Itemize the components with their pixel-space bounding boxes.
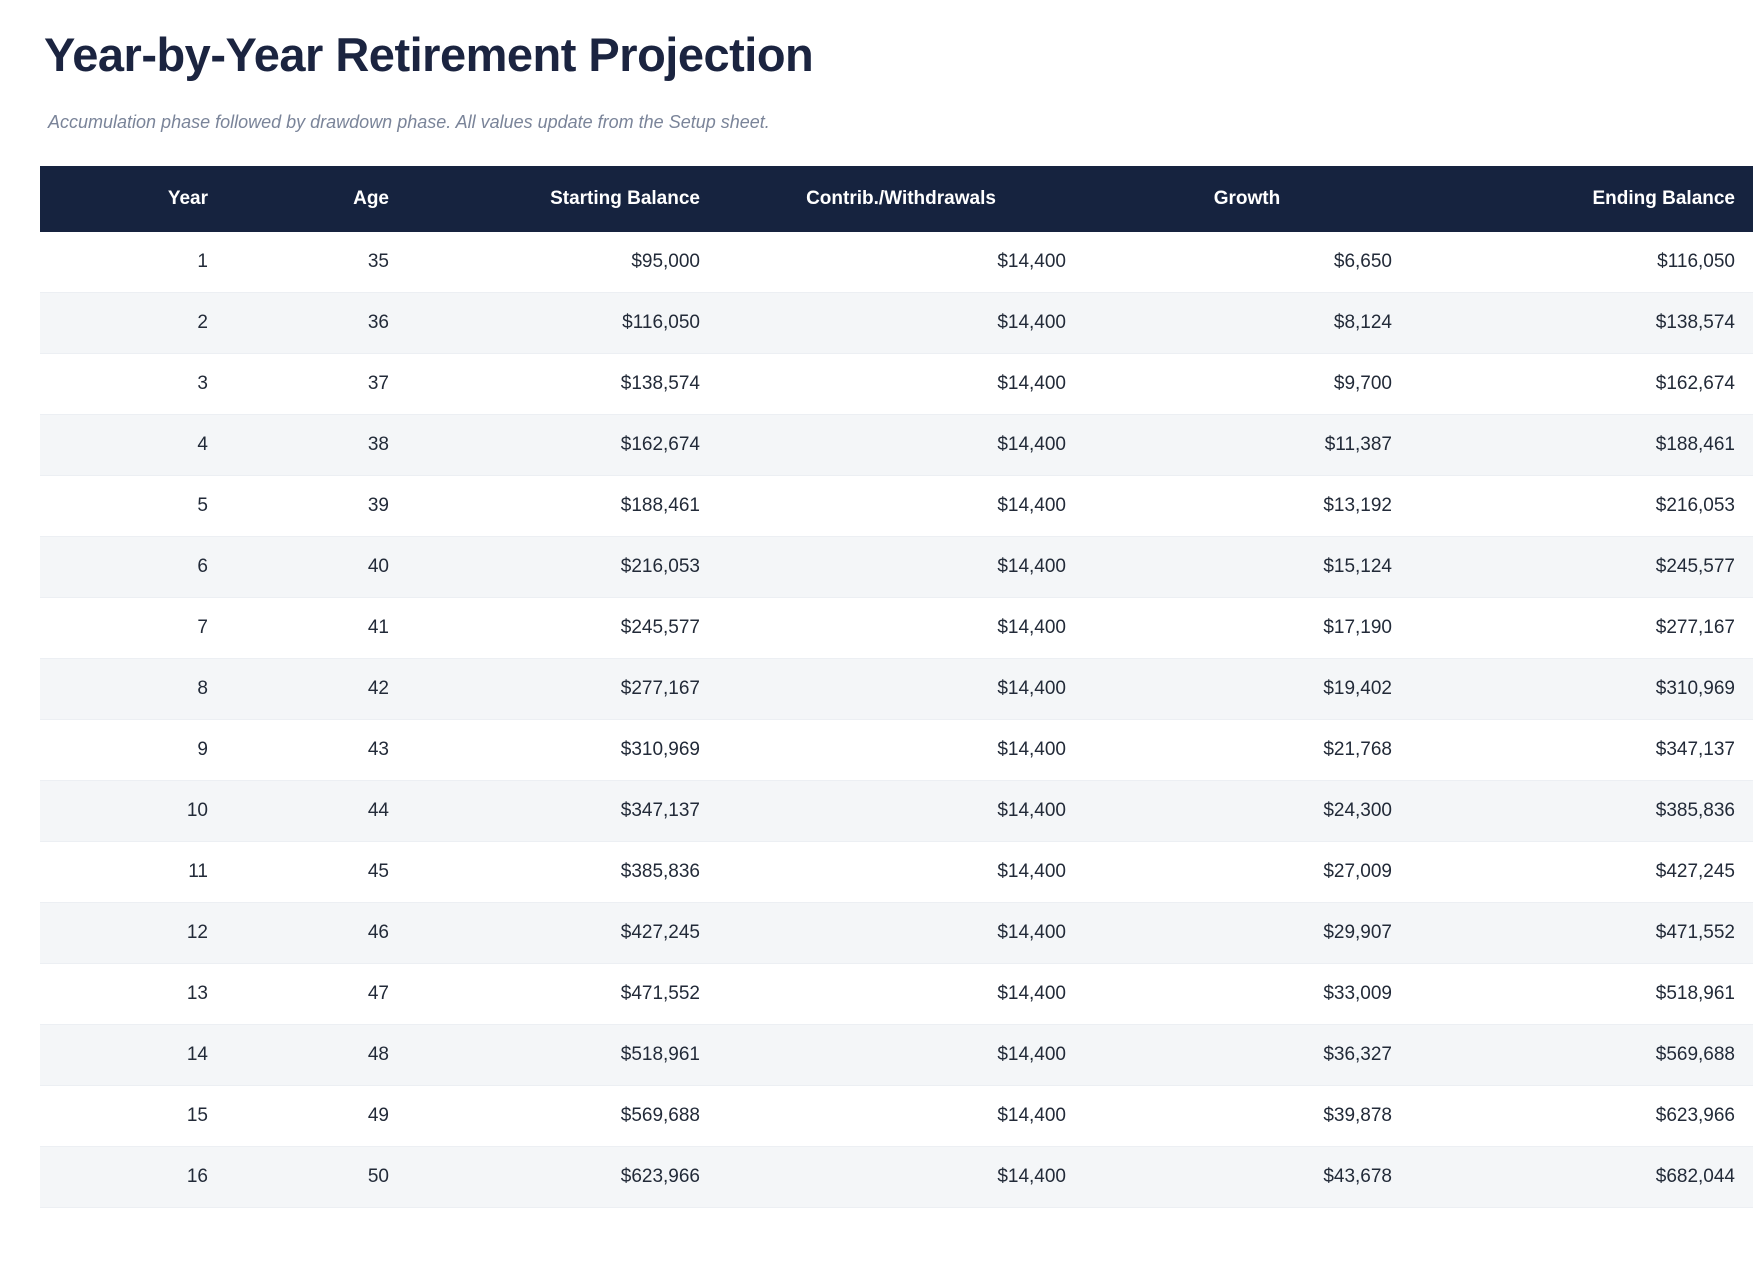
cell-year: 12 — [186, 922, 208, 944]
cell-year: 10 — [186, 800, 208, 822]
cell-ending-balance: $623,966 — [1655, 1105, 1735, 1127]
cell-growth: $29,907 — [1323, 922, 1392, 944]
cell-contributions-withdrawals: $14,400 — [997, 1105, 1066, 1127]
cell-ending-balance: $310,969 — [1655, 678, 1735, 700]
cell-contributions-withdrawals: $14,400 — [997, 617, 1066, 639]
cell-starting-balance: $623,966 — [620, 1166, 700, 1188]
column-header-year[interactable]: Year — [40, 166, 226, 232]
cell-year: 5 — [197, 495, 208, 517]
page-subtitle: Accumulation phase followed by drawdown phase. All values update from the Setup sheet. — [48, 112, 770, 133]
cell-contributions-withdrawals: $14,400 — [997, 1044, 1066, 1066]
column-header-ending-balance[interactable]: Ending Balance — [1410, 166, 1753, 232]
cell-ending-balance: $569,688 — [1655, 1044, 1735, 1066]
column-header-starting-balance[interactable]: Starting Balance — [407, 166, 718, 232]
cell-starting-balance: $188,461 — [620, 495, 700, 517]
cell-contributions-withdrawals: $14,400 — [997, 678, 1066, 700]
cell-growth: $21,768 — [1323, 739, 1392, 761]
cell-age: 45 — [367, 861, 389, 883]
cell-contributions-withdrawals: $14,400 — [997, 861, 1066, 883]
cell-age: 43 — [367, 739, 389, 761]
column-header-growth[interactable]: Growth — [1084, 166, 1410, 232]
cell-growth: $33,009 — [1323, 983, 1392, 1005]
cell-year: 15 — [186, 1105, 208, 1127]
cell-year: 2 — [197, 312, 208, 334]
cell-year: 16 — [186, 1166, 208, 1188]
cell-contributions-withdrawals: $14,400 — [997, 434, 1066, 456]
table-row[interactable] — [40, 964, 1753, 1025]
cell-starting-balance: $245,577 — [620, 617, 700, 639]
table-row[interactable] — [40, 1147, 1753, 1208]
table-row[interactable] — [40, 476, 1753, 537]
cell-growth: $39,878 — [1323, 1105, 1392, 1127]
table-row[interactable] — [40, 293, 1753, 354]
cell-growth: $19,402 — [1323, 678, 1392, 700]
cell-growth: $17,190 — [1323, 617, 1392, 639]
cell-starting-balance: $216,053 — [620, 556, 700, 578]
cell-ending-balance: $277,167 — [1655, 617, 1735, 639]
cell-growth: $24,300 — [1323, 800, 1392, 822]
cell-year: 4 — [197, 434, 208, 456]
cell-year: 7 — [197, 617, 208, 639]
cell-age: 46 — [367, 922, 389, 944]
cell-growth: $6,650 — [1333, 251, 1392, 273]
cell-age: 36 — [367, 312, 389, 334]
cell-year: 1 — [197, 251, 208, 273]
cell-ending-balance: $682,044 — [1655, 1166, 1735, 1188]
cell-year: 3 — [197, 373, 208, 395]
cell-age: 48 — [367, 1044, 389, 1066]
cell-contributions-withdrawals: $14,400 — [997, 983, 1066, 1005]
cell-contributions-withdrawals: $14,400 — [997, 251, 1066, 273]
cell-age: 50 — [367, 1166, 389, 1188]
table-row[interactable] — [40, 232, 1753, 293]
table-row[interactable] — [40, 1086, 1753, 1147]
cell-contributions-withdrawals: $14,400 — [997, 495, 1066, 517]
cell-starting-balance: $162,674 — [620, 434, 700, 456]
cell-starting-balance: $569,688 — [620, 1105, 700, 1127]
table-row[interactable] — [40, 354, 1753, 415]
cell-age: 39 — [367, 495, 389, 517]
cell-age: 35 — [367, 251, 389, 273]
cell-ending-balance: $471,552 — [1655, 922, 1735, 944]
cell-year: 9 — [197, 739, 208, 761]
cell-starting-balance: $385,836 — [620, 861, 700, 883]
cell-starting-balance: $310,969 — [620, 739, 700, 761]
cell-starting-balance: $138,574 — [620, 373, 700, 395]
cell-contributions-withdrawals: $14,400 — [997, 556, 1066, 578]
cell-age: 47 — [367, 983, 389, 1005]
cell-growth: $27,009 — [1323, 861, 1392, 883]
cell-ending-balance: $245,577 — [1655, 556, 1735, 578]
cell-starting-balance: $347,137 — [620, 800, 700, 822]
cell-starting-balance: $277,167 — [620, 678, 700, 700]
cell-starting-balance: $116,050 — [622, 312, 700, 334]
cell-growth: $11,387 — [1324, 434, 1392, 456]
cell-contributions-withdrawals: $14,400 — [997, 312, 1066, 334]
cell-age: 49 — [367, 1105, 389, 1127]
cell-growth: $9,700 — [1333, 373, 1392, 395]
cell-ending-balance: $162,674 — [1655, 373, 1735, 395]
cell-ending-balance: $385,836 — [1655, 800, 1735, 822]
cell-year: 8 — [197, 678, 208, 700]
cell-contributions-withdrawals: $14,400 — [997, 922, 1066, 944]
cell-year: 6 — [197, 556, 208, 578]
table-row[interactable] — [40, 659, 1753, 720]
cell-age: 42 — [367, 678, 389, 700]
table-row[interactable] — [40, 598, 1753, 659]
table-header-row — [40, 166, 1753, 232]
table-row[interactable] — [40, 1025, 1753, 1086]
cell-age: 37 — [367, 373, 389, 395]
cell-age: 44 — [367, 800, 389, 822]
cell-growth: $13,192 — [1323, 495, 1392, 517]
cell-contributions-withdrawals: $14,400 — [997, 373, 1066, 395]
cell-starting-balance: $471,552 — [620, 983, 700, 1005]
table-row[interactable] — [40, 781, 1753, 842]
cell-ending-balance: $347,137 — [1655, 739, 1735, 761]
cell-growth: $8,124 — [1333, 312, 1392, 334]
table-header — [40, 166, 1753, 232]
column-header-contributions-withdrawals[interactable]: Contrib./Withdrawals — [718, 166, 1084, 232]
page-title: Year-by-Year Retirement Projection — [44, 28, 814, 81]
cell-age: 38 — [367, 434, 389, 456]
cell-growth: $43,678 — [1323, 1166, 1392, 1188]
cell-ending-balance: $116,050 — [1657, 251, 1735, 273]
cell-ending-balance: $138,574 — [1655, 312, 1735, 334]
cell-ending-balance: $188,461 — [1655, 434, 1735, 456]
cell-age: 41 — [367, 617, 389, 639]
cell-ending-balance: $427,245 — [1655, 861, 1735, 883]
retirement-projection-table — [40, 166, 1753, 1208]
cell-age: 40 — [367, 556, 389, 578]
cell-year: 14 — [186, 1044, 208, 1066]
table-row[interactable] — [40, 720, 1753, 781]
cell-starting-balance: $95,000 — [631, 251, 700, 273]
table-row[interactable] — [40, 903, 1753, 964]
column-header-age[interactable]: Age — [226, 166, 407, 232]
cell-contributions-withdrawals: $14,400 — [997, 739, 1066, 761]
cell-ending-balance: $216,053 — [1655, 495, 1735, 517]
table-row[interactable] — [40, 842, 1753, 903]
table-row[interactable] — [40, 537, 1753, 598]
cell-ending-balance: $518,961 — [1655, 983, 1735, 1005]
cell-starting-balance: $518,961 — [620, 1044, 700, 1066]
cell-contributions-withdrawals: $14,400 — [997, 1166, 1066, 1188]
table-row[interactable] — [40, 415, 1753, 476]
cell-starting-balance: $427,245 — [620, 922, 700, 944]
cell-contributions-withdrawals: $14,400 — [997, 800, 1066, 822]
cell-growth: $15,124 — [1323, 556, 1392, 578]
cell-year: 11 — [188, 861, 208, 883]
cell-growth: $36,327 — [1323, 1044, 1392, 1066]
cell-year: 13 — [186, 983, 208, 1005]
table-body — [40, 232, 1753, 1208]
